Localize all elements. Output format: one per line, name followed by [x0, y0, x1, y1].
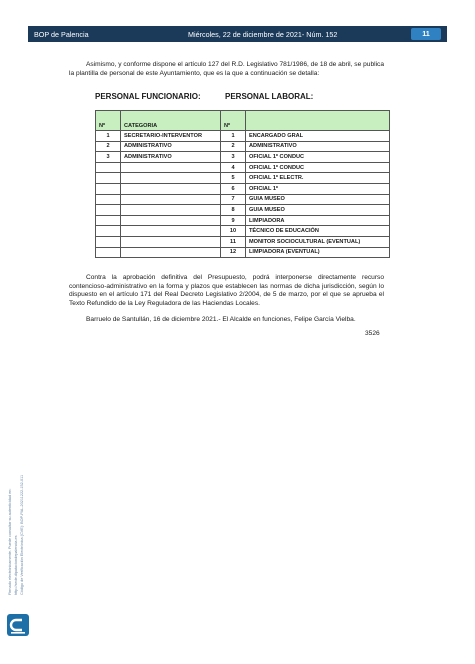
- cell-laboral: OFICIAL 1º CONDUC: [246, 162, 390, 173]
- col-header-num: Nº: [96, 111, 121, 131]
- cell-num-funcionario: 2: [96, 141, 121, 152]
- issue-date: Miércoles, 22 de diciembre de 2021- Núm. 152: [188, 30, 338, 39]
- table-row: [96, 152, 390, 163]
- table-row: [96, 162, 390, 173]
- cell-num-funcionario: [96, 205, 121, 216]
- sidebar-line: Firmado electrónicamente. Puede consultar su autenticidad en:: [8, 488, 12, 595]
- cell-categoria: [121, 247, 221, 258]
- cell-num-funcionario: [96, 173, 121, 184]
- cell-laboral: ENCARGADO GRAL: [246, 131, 390, 142]
- cell-laboral: GUIA MUSEO: [246, 194, 390, 205]
- cell-categoria: ADMINISTRATIVO: [121, 141, 221, 152]
- page-header: [28, 26, 447, 42]
- cell-categoria: [121, 215, 221, 226]
- cell-categoria: [121, 183, 221, 194]
- cell-num-funcionario: [96, 194, 121, 205]
- publication-name: BOP de Palencia: [34, 30, 89, 39]
- cell-num-funcionario: [96, 183, 121, 194]
- cell-categoria: [121, 194, 221, 205]
- cell-num-laboral: 4: [221, 162, 246, 173]
- reference-number: 3526: [365, 330, 380, 337]
- table-row: [96, 247, 390, 258]
- table-row: [96, 173, 390, 184]
- cell-laboral: OFICIAL 1º: [246, 183, 390, 194]
- bop-logo-icon: [7, 614, 29, 636]
- signature-line: Barruelo de Santullán, 16 de diciembre 2021.- El Alcalde en funciones, Felipe García Vielba.: [86, 316, 356, 323]
- cell-num-funcionario: [96, 162, 121, 173]
- verification-sidebar: [8, 440, 34, 595]
- cell-laboral: OFICIAL 1º ELECTR.: [246, 173, 390, 184]
- intro-paragraph: Asimismo, y conforme dispone el artículo 127 del R.D. Legislativo 781/1986, de 18 de abril, se publica la plantilla de personal de este Ayuntamiento, que es la que a continuación se detalla:: [69, 61, 384, 77]
- cell-num-funcionario: 1: [96, 131, 121, 142]
- cell-categoria: [121, 162, 221, 173]
- heading-funcionario: PERSONAL FUNCIONARIO:: [95, 92, 201, 101]
- page-number: 11: [411, 28, 441, 40]
- cell-num-funcionario: [96, 236, 121, 247]
- col-header-num-laboral: Nº: [221, 111, 246, 131]
- table-row: [96, 226, 390, 237]
- cell-laboral: LIMPIADORA (EVENTUAL): [246, 247, 390, 258]
- table-row: [96, 194, 390, 205]
- cell-categoria: [121, 205, 221, 216]
- table-header-row: [96, 111, 390, 131]
- cell-categoria: [121, 226, 221, 237]
- cell-num-laboral: 1: [221, 131, 246, 142]
- cell-categoria: [121, 236, 221, 247]
- cell-num-laboral: 12: [221, 247, 246, 258]
- heading-laboral: PERSONAL LABORAL:: [225, 92, 314, 101]
- table-row: [96, 236, 390, 247]
- table-row: [96, 141, 390, 152]
- cell-laboral: TÉCNICO DE EDUCACIÓN: [246, 226, 390, 237]
- recurso-paragraph: Contra la aprobación definitiva del Presupuesto, podrá interponerse directamente recurso contencioso-administrativo en la forma y plazos que establecen las normas de dicha jurisdicción, según lo dispuesto en el artículo 171 del Real Decreto Legislativo 2/2004, de 5 de marzo, por el que se aprueba el Texto Refundido de la Ley Reguladora de las Haciendas Locales.: [69, 274, 384, 307]
- cell-num-laboral: 3: [221, 152, 246, 163]
- cell-num-laboral: 2: [221, 141, 246, 152]
- cell-num-laboral: 7: [221, 194, 246, 205]
- cell-laboral: OFICIAL 1º CONDUC: [246, 152, 390, 163]
- cell-laboral: MONITOR SOCIOCULTURAL (EVENTUAL): [246, 236, 390, 247]
- cell-num-laboral: 10: [221, 226, 246, 237]
- cell-categoria: ADMINISTRATIVO: [121, 152, 221, 163]
- sidebar-line: http://sede.diputaciondepalencia.es: [14, 535, 18, 595]
- cell-categoria: [121, 173, 221, 184]
- col-header-categoria: CATEGORIA: [121, 111, 221, 131]
- personal-table: [95, 110, 390, 258]
- table-row: [96, 183, 390, 194]
- cell-num-funcionario: 3: [96, 152, 121, 163]
- cell-num-laboral: 9: [221, 215, 246, 226]
- sidebar-line: Código de Verificación Electrónica (CVE): BOP-PAL-20211222-152-011: [20, 474, 24, 595]
- table-row: [96, 205, 390, 216]
- cell-categoria: SECRETARIO-INTERVENTOR: [121, 131, 221, 142]
- table-row: [96, 215, 390, 226]
- cell-num-funcionario: [96, 226, 121, 237]
- cell-num-laboral: 11: [221, 236, 246, 247]
- cell-laboral: LIMPIADORA: [246, 215, 390, 226]
- cell-num-funcionario: [96, 215, 121, 226]
- cell-num-laboral: 5: [221, 173, 246, 184]
- col-header-laboral: [246, 111, 390, 131]
- cell-num-laboral: 6: [221, 183, 246, 194]
- cell-num-laboral: 8: [221, 205, 246, 216]
- cell-num-funcionario: [96, 247, 121, 258]
- cell-laboral: GUIA MUSEO: [246, 205, 390, 216]
- cell-laboral: ADMINISTRATIVO: [246, 141, 390, 152]
- table-row: [96, 131, 390, 142]
